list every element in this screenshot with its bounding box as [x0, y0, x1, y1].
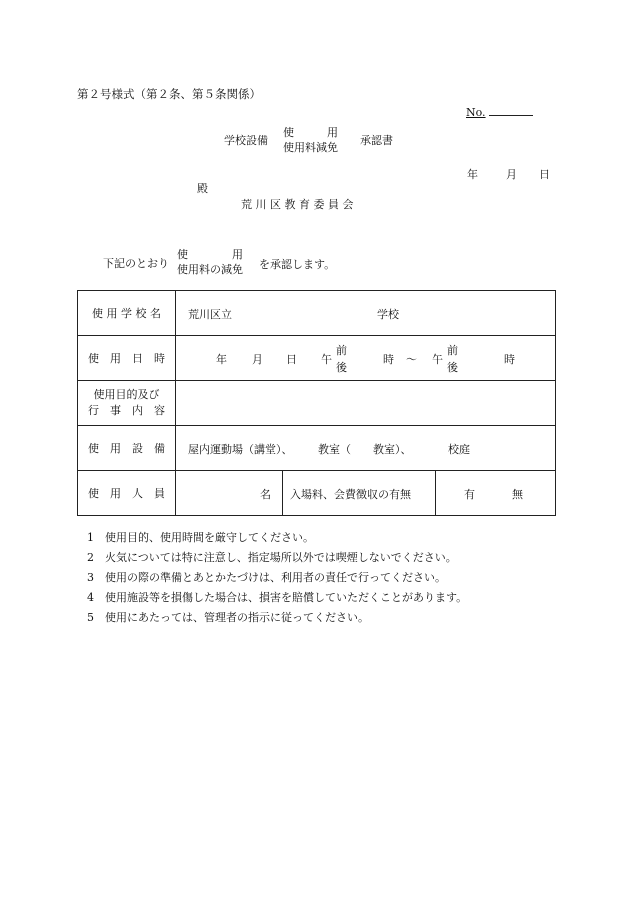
school-label: 使 用 学 校 名: [78, 291, 176, 336]
statement-suffix: を承認します。: [259, 258, 336, 271]
dt-am-bottom: 後: [336, 361, 347, 374]
notes-list: [87, 528, 467, 628]
statement-top: 使 用: [177, 248, 243, 261]
dt-day: 日: [286, 353, 297, 366]
issuer: 荒 川 区 教 育 委 員 会: [241, 198, 354, 211]
dt-am2-bottom: 後: [447, 361, 458, 374]
table-row: [78, 381, 556, 426]
number-label: No.: [466, 106, 486, 119]
title-prefix: 学校設備: [224, 134, 268, 147]
fee-yes[interactable]: 有: [464, 488, 475, 501]
purpose-label-line1: 使用目的及び: [93, 388, 160, 401]
dt-tilde: ～: [406, 353, 417, 366]
dt-am-top: 前: [336, 344, 347, 357]
date-year: 年: [467, 168, 478, 181]
title-suffix: 承認書: [360, 134, 393, 147]
purpose-cell[interactable]: [176, 381, 556, 426]
list-item: 4 使用施設等を損傷した場合は、損害を賠償していただくことがあります。: [87, 591, 468, 604]
purpose-label-line2: 行 事 内 容: [88, 404, 165, 417]
table-row: [78, 336, 556, 381]
datetime-label: 使 用 日 時: [78, 336, 176, 381]
application-table: [77, 290, 556, 516]
statement-bottom: 使用料の減免: [177, 263, 243, 276]
dt-hour2: 時: [504, 353, 515, 366]
number-underline: [489, 105, 533, 116]
people-divider-1: [282, 471, 283, 515]
statement-prefix: 下記のとおり: [103, 257, 169, 270]
date-month: 月: [506, 168, 517, 181]
dt-ko: 午: [321, 353, 332, 366]
school-ward: 荒川区立: [188, 308, 232, 321]
table-row: [78, 291, 556, 336]
fee-label: 入場料、会費徴収の有無: [290, 488, 411, 501]
title-bottom: 使用料減免: [283, 141, 338, 154]
dt-ko2: 午: [432, 353, 443, 366]
facility-cell[interactable]: [176, 426, 556, 471]
table-row: [78, 471, 556, 516]
list-item: 5 使用にあたっては、管理者の指示に従ってください。: [87, 611, 369, 624]
facility-label: 使 用 設 備: [78, 426, 176, 471]
facility-schoolyard: 校庭: [448, 443, 470, 456]
school-suffix: 学校: [377, 308, 399, 321]
people-label: 使 用 人 員: [78, 471, 176, 516]
fee-no[interactable]: 無: [512, 488, 523, 501]
title-top: 使 用: [283, 126, 338, 139]
dt-month: 月: [252, 353, 263, 366]
list-item: 1 使用目的、使用時間を厳守してください。: [87, 531, 314, 544]
datetime-cell[interactable]: [176, 336, 556, 381]
form-number: 第２号様式（第２条、第５条関係）: [77, 87, 261, 101]
dt-hour: 時: [383, 353, 394, 366]
addressee: 殿: [197, 182, 208, 195]
people-cell: [176, 471, 556, 516]
dt-year: 年: [216, 353, 227, 366]
table-row: [78, 426, 556, 471]
people-unit: 名: [260, 488, 271, 501]
list-item: 3 使用の際の準備とあとかたづけは、利用者の責任で行ってください。: [87, 571, 446, 584]
date-day: 日: [539, 168, 550, 181]
list-item: 2 火気については特に注意し、指定場所以外では喫煙しないでください。: [87, 551, 457, 564]
facility-classroom: 教室（ 教室）、: [318, 443, 412, 456]
facility-indoor: 屋内運動場（講堂）、: [188, 443, 293, 456]
document-number: [466, 105, 533, 119]
dt-am2-top: 前: [447, 344, 458, 357]
purpose-label: [78, 381, 176, 426]
school-cell[interactable]: [176, 291, 556, 336]
people-divider-2: [435, 471, 436, 515]
